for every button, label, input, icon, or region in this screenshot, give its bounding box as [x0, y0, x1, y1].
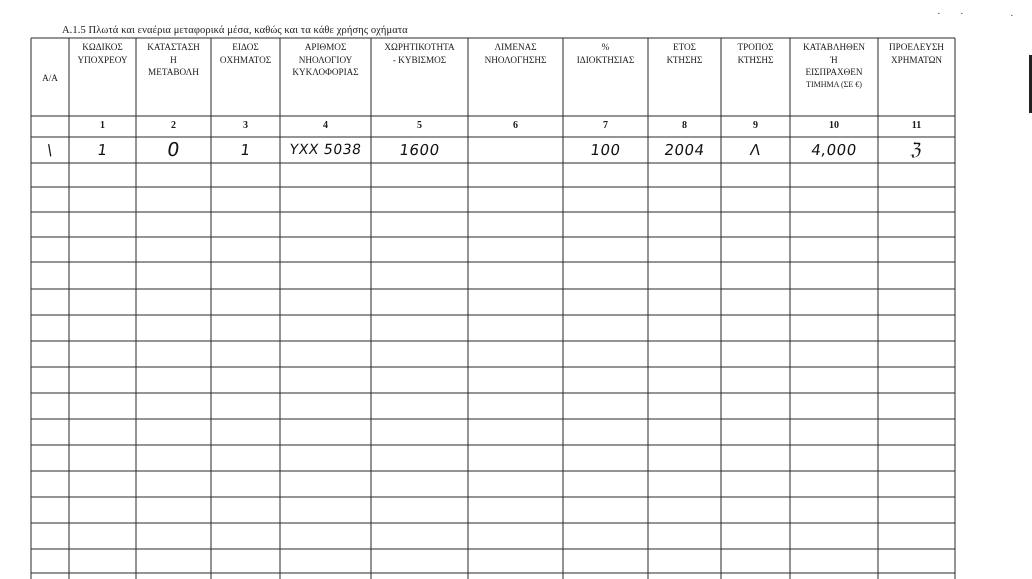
- column-header-registry-port: ΛΙΜΕΝΑΣ ΝΗΟΛΟΓΗΣΗΣ: [484, 42, 547, 65]
- column-header-capacity: ΧΩΡΗΤΙΚΟΤΗΤΑ - ΚΥΒΙΣΜΟΣ: [384, 42, 455, 65]
- column-number: 6: [513, 120, 518, 131]
- column-header-acquisition-year: ΕΤΟΣ ΚΤΗΣΗΣ: [666, 42, 703, 65]
- table-cell-capacity: 1600: [398, 141, 441, 159]
- scan-mark: ·: [1010, 10, 1014, 22]
- column-header-registry-number: ΑΡΙΘΜΟΣ ΝΗΟΛΟΓΙΟΥ ΚΥΚΛΟΦΟΡΙΑΣ: [292, 42, 359, 77]
- table-cell-acquisition-method: Λ: [748, 141, 763, 159]
- column-header-ownership-percent: % ΙΔΙΟΚΤΗΣΙΑΣ: [576, 42, 635, 65]
- table-cell-aa: \: [45, 141, 55, 159]
- column-header-status-change: ΚΑΤΑΣΤΑΣΗ Η ΜΕΤΑΒΟΛΗ: [147, 42, 200, 77]
- column-header-obligor-code: ΚΩΔΙΚΟΣ ΥΠΟΧΡΕΟΥ: [77, 42, 128, 65]
- scan-mark: ·: [937, 8, 941, 20]
- table-cell-funds-source: ℨ: [909, 140, 924, 160]
- table-cell-price-paid: 4,000: [810, 141, 858, 159]
- column-number: 7: [603, 120, 608, 131]
- column-header-aa: Α/Α: [42, 73, 58, 83]
- column-number: 11: [911, 120, 922, 131]
- column-number: 4: [323, 120, 328, 131]
- table-cell-vehicle-type: 1: [239, 141, 252, 159]
- column-number: 9: [753, 120, 758, 131]
- column-number: 1: [100, 120, 105, 131]
- table-cell-ownership-percent: 100: [589, 141, 622, 159]
- column-header-price-unit: ΤΙΜΗΜΑ (ΣΕ €): [806, 80, 862, 89]
- column-header-funds-source: ΠΡΟΕΛΕΥΣΗ ΧΡΗΜΑΤΩΝ: [889, 42, 944, 65]
- column-header-acquisition-method: ΤΡΟΠΟΣ ΚΤΗΣΗΣ: [737, 42, 774, 65]
- table-cell-status-change: 0: [165, 139, 182, 161]
- column-number: 5: [417, 120, 422, 131]
- section-title: Α.1.5 Πλωτά και εναέρια μεταφορικά μέσα, καθώς και τα κάθε χρήσης οχήματα: [62, 25, 408, 36]
- column-number: 3: [243, 120, 248, 131]
- column-header-vehicle-type: ΕΙΔΟΣ ΟΧΗΜΑΤΟΣ: [219, 42, 272, 65]
- table-cell-acquisition-year: 2004: [663, 141, 706, 159]
- column-number: 8: [682, 120, 687, 131]
- table-cell-obligor-code: 1: [96, 141, 109, 159]
- column-number: 2: [171, 120, 176, 131]
- scan-mark: ·: [960, 8, 964, 20]
- column-header-price-paid: ΚΑΤΑΒΛΗΘΕΝ Ή ΕΙΣΠΡΑΧΘΕΝ: [802, 42, 866, 77]
- table-cell-registry-port: [466, 137, 565, 163]
- column-number: 10: [829, 120, 839, 131]
- table-cell-registry-number: ΥΧΧ 5038: [288, 142, 363, 158]
